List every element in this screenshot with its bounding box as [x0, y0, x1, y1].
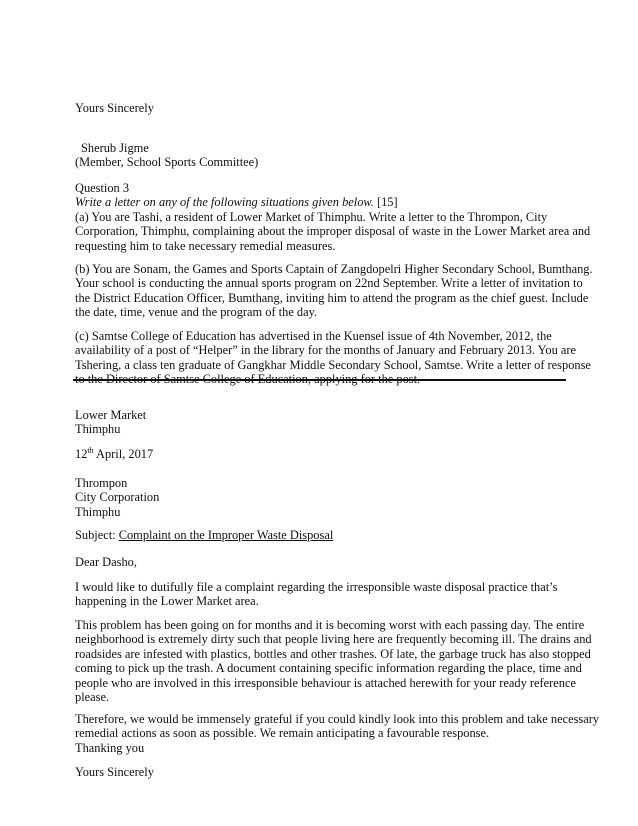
body-paragraph-1: [75, 580, 570, 609]
address-line: City Corporation: [75, 490, 160, 505]
sender-address: [75, 408, 570, 437]
option-line: (a) You are Tashi, a resident of Lower Market of Thimphu. Write a letter to the Thrompon, City: [75, 210, 548, 224]
paragraph-line: roadsides are infested with plastics, bottles and other trashes. Of late, the garbage truck has also stopped: [75, 646, 591, 661]
paragraph-line: remedial actions as soon as possible. We remain anticipating a favourable response.: [75, 726, 490, 741]
salutation: [75, 555, 570, 569]
option-line: the District Education Officer, Bumthang, inviting him to attend the program as the chief guest. Include: [75, 290, 589, 305]
paragraph-line: Therefore, we would be immensely grateful if you could kindly look into this problem and take necessary: [75, 712, 600, 726]
paragraph-line: please.: [75, 690, 110, 705]
option-line: to the Director of Samtse College of Education, applying for the post.: [75, 372, 421, 387]
salutation-text: Dear Dasho,: [75, 555, 137, 569]
subject-label: Subject:: [75, 528, 119, 542]
option-line: (b) You are Sonam, the Games and Sports Captain of Zangdopelri Higher Secondary School, Bumthang.: [75, 262, 593, 276]
paragraph-line: happening in the Lower Market area.: [75, 594, 259, 609]
recipient-address: [75, 476, 570, 519]
letter-subject: [75, 528, 570, 542]
date-line: [75, 447, 570, 461]
signatory-role: (Member, School Sports Committee): [75, 155, 259, 170]
signatory-name: Sherub Jigme: [81, 141, 149, 155]
paragraph-line: This problem has been going on for months and it is becoming worst with each passing day. The entire: [75, 618, 585, 632]
option-line: Your school is conducting the annual sports program on 22nd September. Write a letter of invitation to: [75, 276, 583, 291]
address-line: Thimphu: [75, 504, 121, 519]
address-line: Lower Market: [75, 408, 147, 422]
question-header: [75, 181, 570, 210]
question-option-c: [75, 329, 591, 387]
paragraph-line: Thanking you: [75, 740, 145, 755]
question-option-a: [75, 210, 591, 253]
letter-closing: [75, 765, 570, 779]
option-line: availability of a post of “Helper” in the library for the months of January and February 2013. You are: [75, 343, 576, 358]
top-closing: [75, 101, 570, 115]
paragraph-line: coming to pick up the trash. A document containing specific information regarding the place, time and: [75, 661, 582, 676]
paragraph-line: I would like to dutifully file a complaint regarding the irresponsible waste disposal practice that’s: [75, 580, 558, 594]
option-line: Tshering, a class ten graduate of Gangkhar Middle Secondary School, Samtse. Write a letter of response: [75, 357, 591, 372]
question-title: Question 3: [75, 181, 130, 195]
subject-text: Complaint on the Improper Waste Disposal: [118, 528, 334, 542]
question-instruction-line: [75, 195, 570, 209]
option-line: (c) Samtse College of Education has advertised in the Kuensel issue of 4th November, 2012, the: [75, 329, 552, 343]
paragraph-line: people who are involved in this irresponsible behaviour is attached herewith for your ready reference: [75, 675, 576, 690]
section-divider: [73, 379, 566, 381]
top-signature: [75, 141, 570, 170]
top-closing-text: Yours Sincerely: [75, 101, 154, 115]
option-line: the date, time, venue and the program of the day.: [75, 305, 318, 320]
question-option-b: [75, 262, 593, 320]
letter-date: [75, 447, 570, 461]
date-day: 12: [75, 447, 88, 461]
option-line: requesting him to take necessary remedial measures.: [75, 238, 336, 253]
question-instruction: Write a letter on any of the following situations given below.: [75, 195, 374, 210]
date-suffix: th: [87, 445, 94, 455]
body-paragraph-2: [75, 618, 592, 705]
subject-line: [75, 528, 570, 542]
closing-text: Yours Sincerely: [75, 765, 154, 779]
address-line: Thimphu: [75, 422, 121, 437]
address-line: Thrompon: [75, 476, 128, 490]
date-rest: April, 2017: [93, 447, 154, 461]
option-line: Corporation, Thimphu, complaining about the improper disposal of waste in the Lower Market area and: [75, 224, 591, 239]
paragraph-line: neighborhood is extremely dirty such that people living here are frequently becoming ill. The drains and: [75, 632, 592, 647]
question-marks: [15]: [373, 195, 398, 210]
body-paragraph-3: [75, 712, 600, 755]
